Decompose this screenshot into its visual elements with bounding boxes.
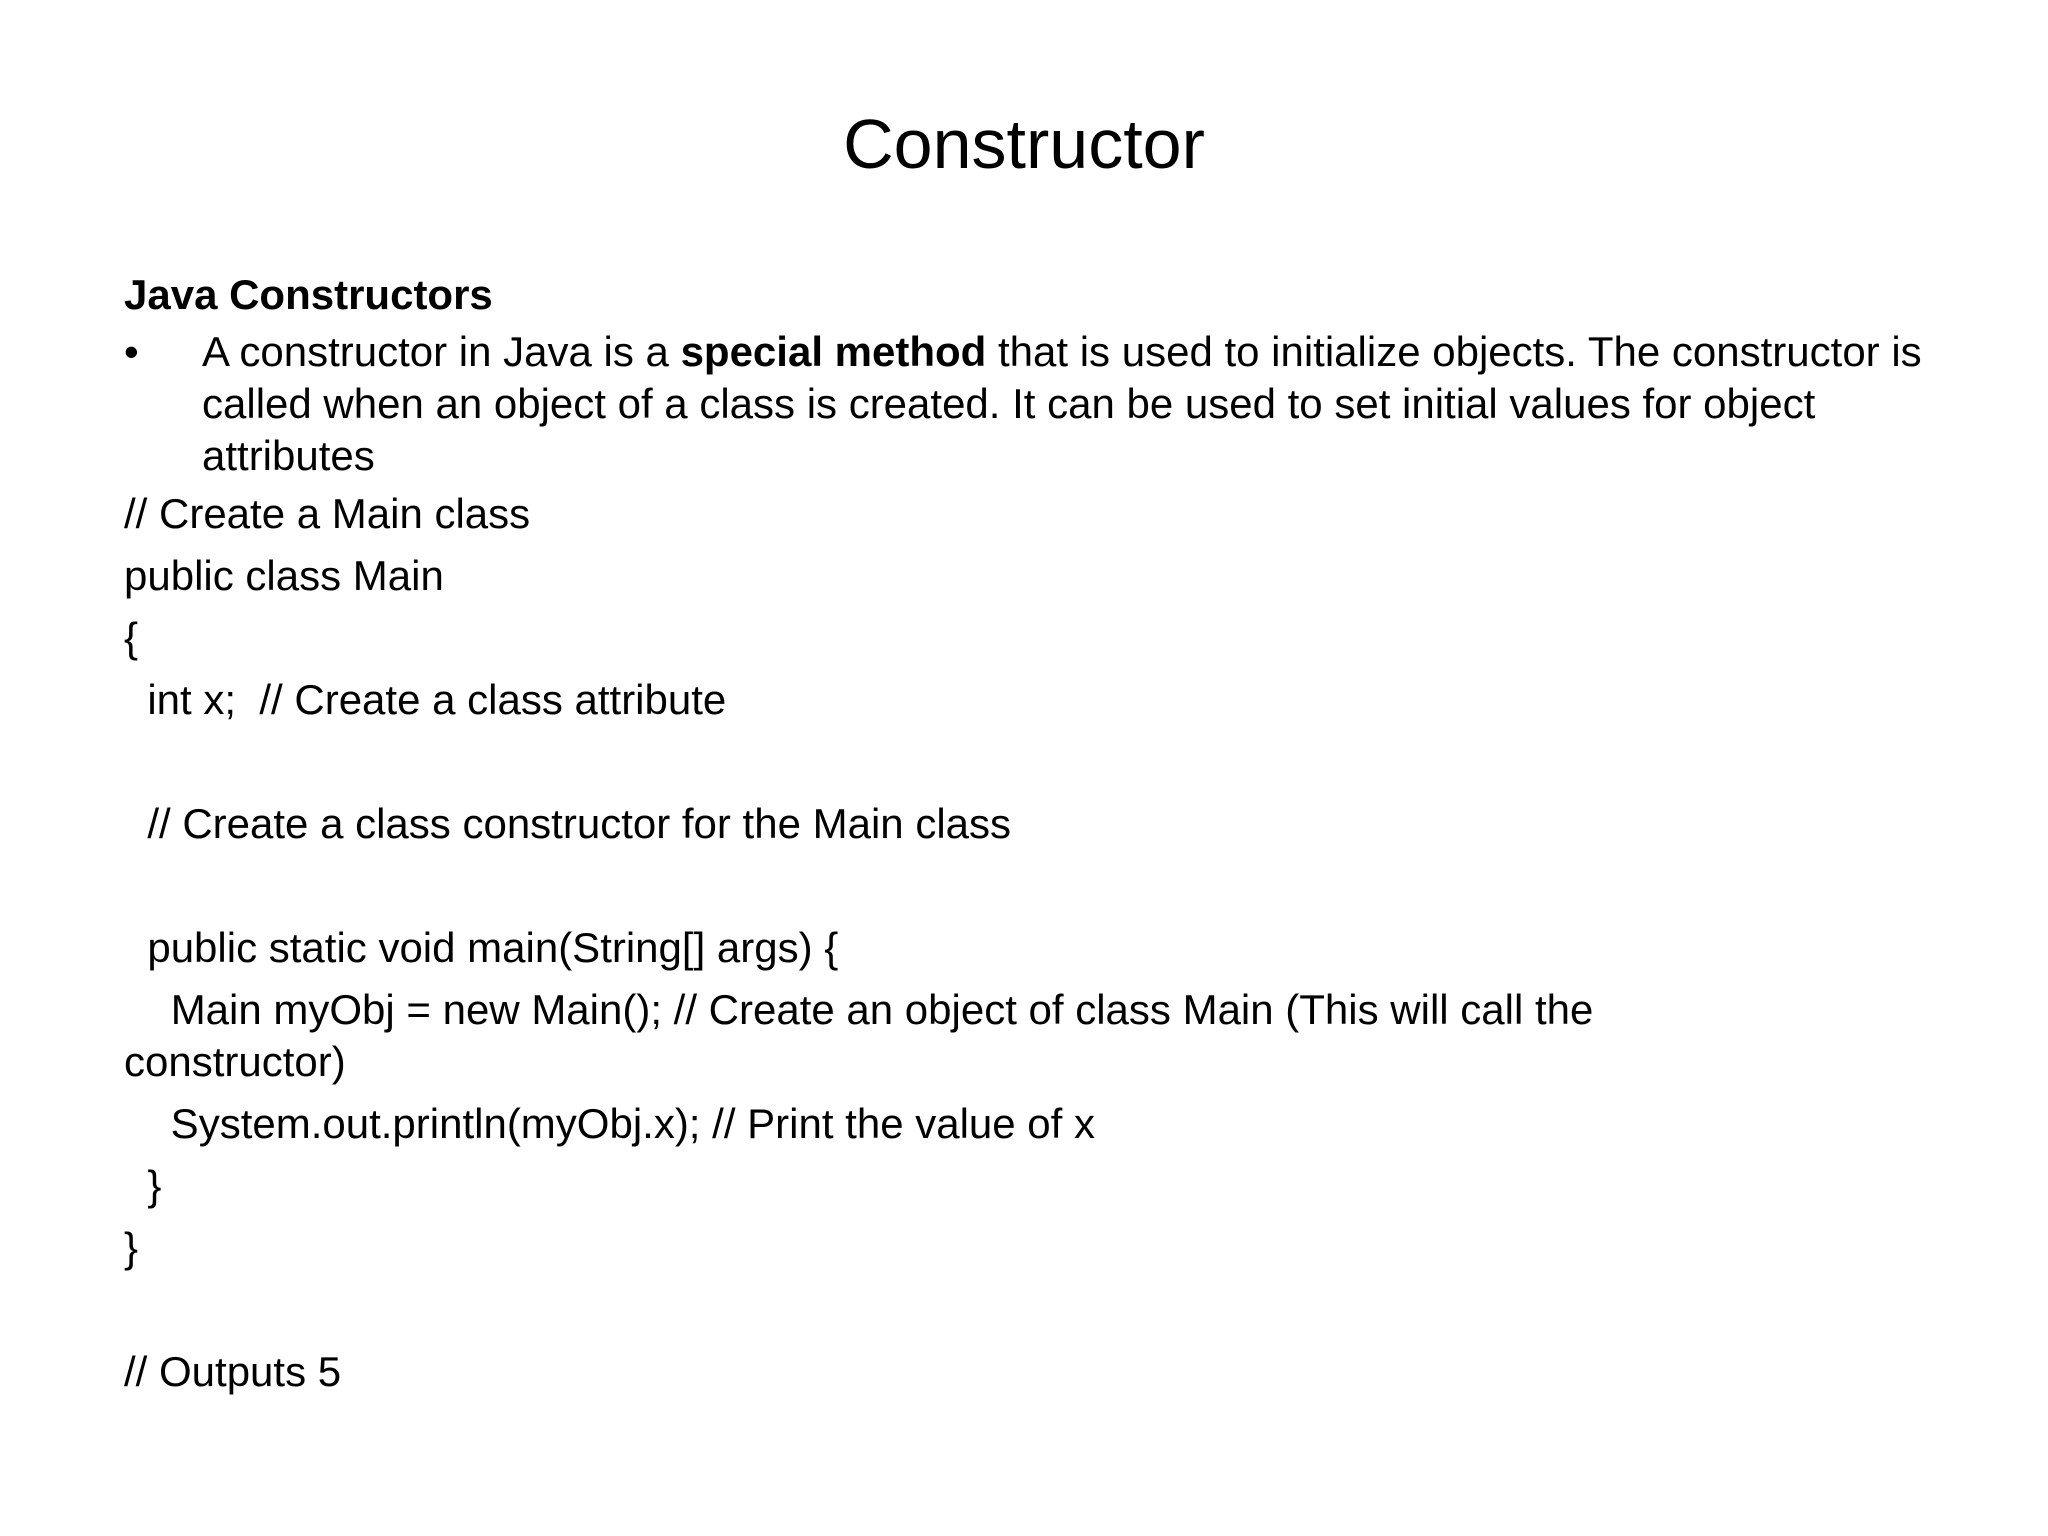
slide-body bbox=[124, 268, 1924, 1408]
code-line-blank bbox=[124, 860, 1924, 912]
code-line: public static void main(String[] args) { bbox=[124, 924, 839, 971]
section-heading: Java Constructors bbox=[124, 271, 493, 318]
code-line: } bbox=[124, 1162, 162, 1209]
bullet-icon: • bbox=[124, 328, 139, 375]
code-line-blank bbox=[124, 1284, 1924, 1336]
code-line: public class Main bbox=[124, 552, 444, 599]
code-line: System.out.println(myObj.x); // Print the value of x bbox=[124, 1100, 1096, 1147]
code-line: } bbox=[124, 1224, 139, 1271]
code-line: int x; // Create a class attribute bbox=[124, 676, 727, 723]
bullet-text-start: A constructor in Java is a bbox=[202, 328, 681, 375]
bullet-item bbox=[124, 326, 1924, 482]
code-line: { bbox=[124, 614, 139, 661]
bullet-text-bold: special method bbox=[680, 328, 987, 375]
slide-title: Constructor bbox=[843, 105, 1205, 183]
bullet-text bbox=[202, 328, 1922, 479]
code-line: // Create a class constructor for the Main class bbox=[124, 800, 1012, 847]
code-line-blank bbox=[124, 736, 1924, 788]
code-line: Main myObj = new Main(); // Create an object of class Main (This will call the constructor) bbox=[124, 986, 1606, 1085]
code-block bbox=[124, 488, 1924, 1398]
code-line: // Outputs 5 bbox=[124, 1348, 342, 1395]
code-line: // Create a Main class bbox=[124, 490, 531, 537]
bullet-text-end: that is used to initialize objects. The constructor is called when an object of a class is created. It can be used to set initial values for object attributes bbox=[202, 328, 1922, 479]
